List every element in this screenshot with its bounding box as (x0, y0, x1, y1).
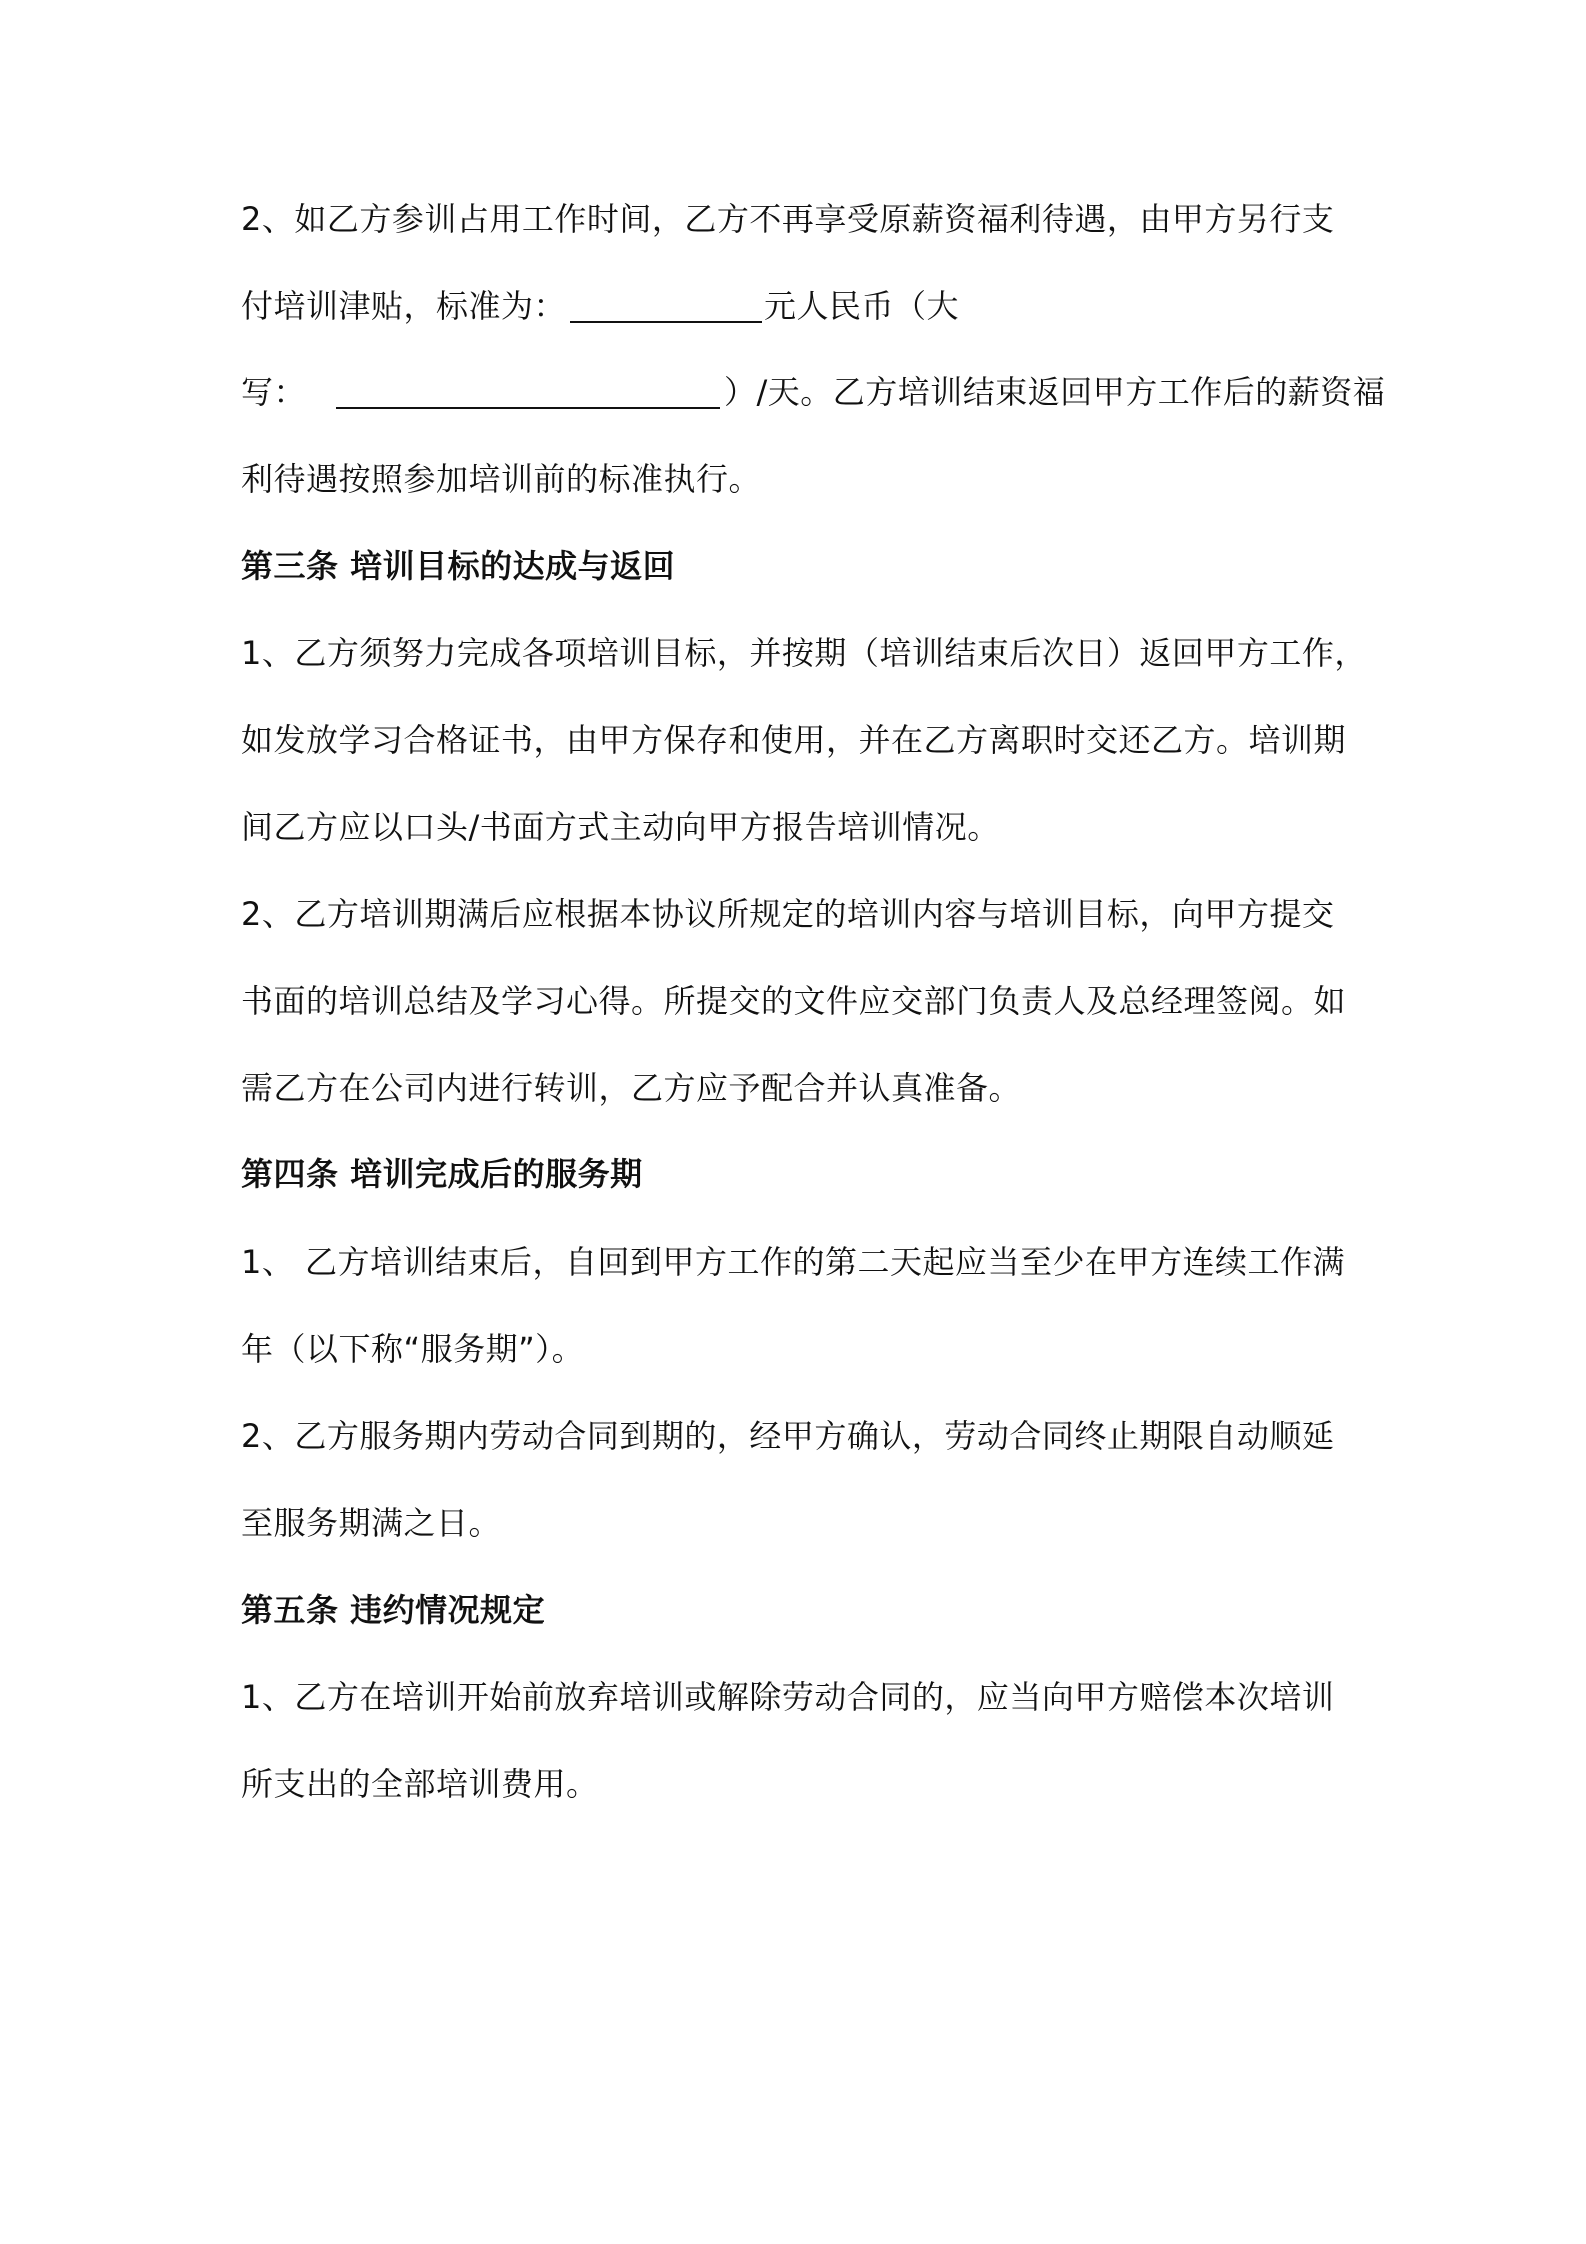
paragraph-line (241, 892, 1371, 936)
paragraph-line (241, 370, 1386, 414)
paragraph-line (241, 1240, 1371, 1284)
paragraph-line (241, 457, 1371, 501)
paragraph-line (241, 1327, 1371, 1371)
paragraph-line (241, 1414, 1371, 1458)
text: 间乙方应以口头/书面方式主动向甲方报告培训情况。 (241, 808, 1000, 846)
text: 如发放学习合格证书，由甲方保存和使用，并在乙方离职时交还乙方。培训期 (241, 721, 1347, 759)
text: 2、乙方培训期满后应根据本协议所规定的培训内容与培训目标，向甲方提交 (241, 895, 1335, 933)
paragraph-line (241, 1066, 1371, 1110)
blank-field-amount-uppercase[interactable] (336, 373, 720, 409)
text: 2、乙方服务期内劳动合同到期的，经甲方确认，劳动合同终止期限自动顺延 (241, 1417, 1335, 1455)
paragraph-line (241, 1501, 1371, 1545)
paragraph-line (241, 1675, 1371, 1719)
text: 1、 乙方培训结束后，自回到甲方工作的第二天起应当至少在甲方连续工作满 (241, 1243, 1346, 1281)
text: 元人民币（大 (764, 287, 960, 325)
text: 年（以下称“服务期”）。 (241, 1330, 585, 1368)
heading-text: 第三条 培训目标的达成与返回 (241, 547, 676, 585)
section-heading (241, 1588, 1371, 1632)
paragraph-line (241, 805, 1371, 849)
paragraph-line (241, 979, 1371, 1023)
text: ）/天。乙方培训结束返回甲方工作后的薪资福 (724, 373, 1386, 411)
section-heading (241, 544, 1371, 588)
heading-text: 第四条 培训完成后的服务期 (241, 1155, 643, 1193)
text: 付培训津贴，标准为： (241, 287, 567, 325)
text: 至服务期满之日。 (241, 1504, 502, 1542)
paragraph-line (241, 1762, 1371, 1806)
paragraph-line (241, 718, 1371, 762)
paragraph-line (241, 631, 1371, 675)
text: 需乙方在公司内进行转训，乙方应予配合并认真准备。 (241, 1069, 1022, 1107)
text: 2、如乙方参训占用工作时间，乙方不再享受原薪资福利待遇，由甲方另行支 (241, 200, 1335, 238)
blank-field-amount[interactable] (570, 287, 762, 323)
text: 1、乙方在培训开始前放弃培训或解除劳动合同的，应当向甲方赔偿本次培训 (241, 1678, 1335, 1716)
paragraph-line (241, 284, 1371, 328)
section-heading (241, 1152, 1371, 1196)
text: 利待遇按照参加培训前的标准执行。 (241, 460, 762, 498)
heading-text: 第五条 违约情况规定 (241, 1591, 546, 1629)
text: 写： (241, 373, 307, 411)
paragraph-line (241, 197, 1371, 241)
text: 书面的培训总结及学习心得。所提交的文件应交部门负责人及总经理签阅。如 (241, 982, 1347, 1020)
text: 1、乙方须努力完成各项培训目标，并按期（培训结束后次日）返回甲方工作， (241, 634, 1367, 672)
text: 所支出的全部培训费用。 (241, 1765, 599, 1803)
